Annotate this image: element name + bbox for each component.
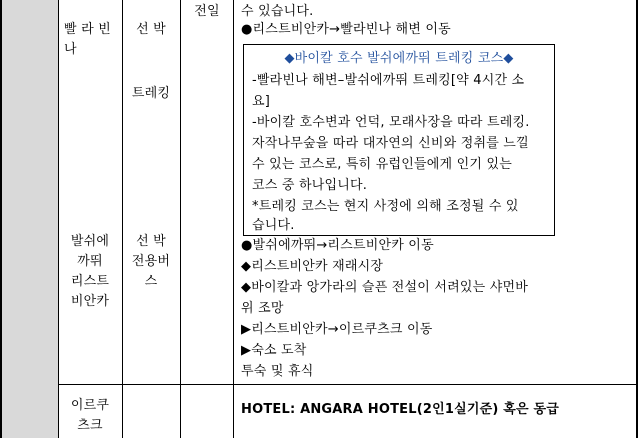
table-border-right xyxy=(636,0,638,438)
column-divider xyxy=(58,0,59,438)
column-divider xyxy=(122,0,123,438)
box-line: 코스 중 하나입니다. xyxy=(252,178,368,193)
box-line: 습니다. xyxy=(252,218,295,233)
schedule-line-top: 수 있습니다. xyxy=(241,4,314,19)
place-irkutsk: 이르쿠 츠크 xyxy=(70,398,110,433)
arrow-bullet-icon: ▶ xyxy=(241,343,252,358)
box-line: -빨라빈나 해변–발쉬에까뛰 트레킹[약 4시간 소 xyxy=(252,73,525,88)
schedule-move-2: ●발쉬에까뛰→리스트비안카 이동 xyxy=(241,238,434,253)
table-border-left xyxy=(0,0,2,438)
box-line: 수 있는 코스로, 특히 유럽인들에게 인기 있는 xyxy=(252,157,512,172)
box-line: 요] xyxy=(252,94,271,109)
diamond-bullet-icon: ◆ xyxy=(241,280,252,295)
place-palabinna: 빨 라 빈 나 xyxy=(64,22,111,57)
schedule-rest: 투숙 및 휴식 xyxy=(241,364,314,379)
diamond-bullet-icon: ◆ xyxy=(241,259,252,274)
transport-ship-bus: 선 박 전용버 스 xyxy=(131,234,171,289)
schedule-market: ◆리스트비안카 재래시장 xyxy=(241,259,384,274)
schedule-legend: ◆바이칼과 앙가라의 슬픈 전설이 서려있는 샤먼바 xyxy=(241,280,529,295)
time-allday: 전일 xyxy=(194,4,220,19)
day-column-cell xyxy=(2,0,58,438)
bullet-icon: ● xyxy=(241,22,253,37)
schedule-move-3: ▶리스트비안카→이르쿠츠크 이동 xyxy=(241,322,433,337)
box-line: 자작나무숲을 따라 대자연의 신비와 정취를 느낄 xyxy=(252,136,529,151)
arrow-bullet-icon: ▶ xyxy=(241,322,252,337)
transport-ship: 선 박 xyxy=(136,22,166,37)
trekking-course-box xyxy=(243,44,555,236)
box-line: -바이칼 호수변과 언덕, 모래사장을 따라 트레킹. xyxy=(252,115,530,130)
box-line: *트레킹 코스는 현지 사정에 의해 조정될 수 있 xyxy=(252,199,519,214)
schedule-move-1: ●리스트비안카→빨라빈나 해변 이동 xyxy=(241,22,451,37)
trekking-box-title: ◆바이칼 호수 발쉬에까뛰 트레킹 코스◆ xyxy=(284,51,514,66)
place-bolshie-koty: 발쉬에 까뛰 리스트 비안카 xyxy=(70,234,110,309)
column-divider xyxy=(180,0,181,438)
column-divider xyxy=(233,0,234,438)
bullet-icon: ● xyxy=(241,238,253,253)
transport-trekking: 트레킹 xyxy=(131,86,171,101)
hotel-info: HOTEL: ANGARA HOTEL(2인1실기준) 혹은 동급 xyxy=(241,402,560,417)
schedule-legend-cont: 위 조망 xyxy=(241,301,284,316)
schedule-arrive: ▶숙소 도착 xyxy=(241,343,307,358)
row-divider xyxy=(58,384,636,385)
